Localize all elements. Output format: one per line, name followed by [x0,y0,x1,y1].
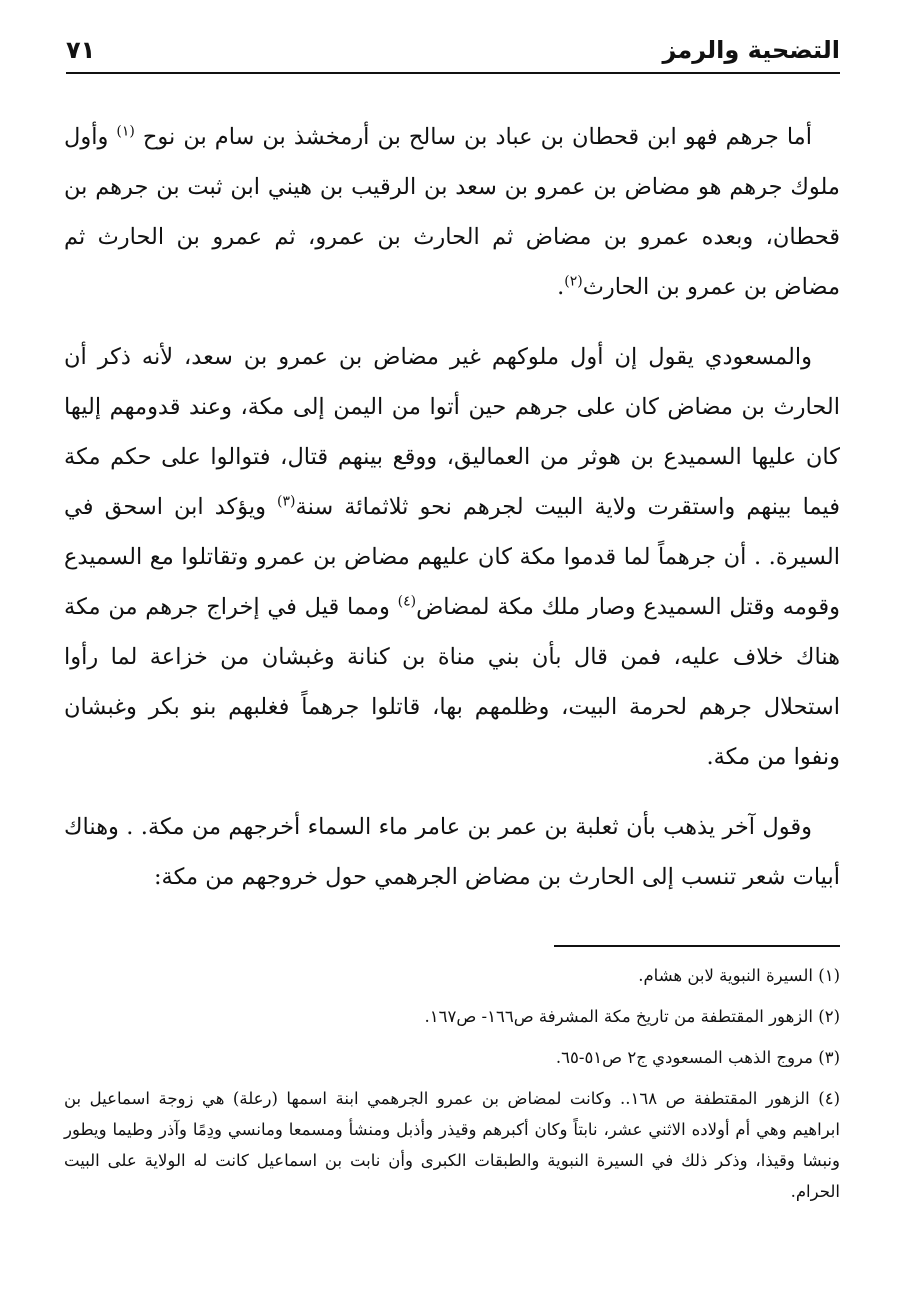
footnote-marker: (٢) [818,1007,840,1026]
footnote-text: الزهور المقتطفة من تاريخ مكة المشرفة ص١٦٦- ص١٦٧. [424,1007,813,1026]
running-title: التضحية والرمز [662,36,840,64]
footnote-3 [64,1042,840,1073]
page-number: ٧١ [66,36,96,64]
paragraph-1 [64,112,840,312]
paragraph-2 [64,332,840,782]
running-header [66,28,840,74]
footnote-text: الزهور المقتطفة ص ١٦٨.. وكانت لمضاض بن عمرو الجرهمي ابنة اسمها (رعلة) هي زوجة اسماعيل بن ابراهيم وهي أم أولاده الاثني عشر، نابتاً وكان أكبرهم وقيذر وأذبل ومنشأ ومسمعا ومانسي ودِمًا وآذر وطيما ويطور ونبشا وقيذا، وذكر ذلك في السيرة النبوية والطبقات الكبرى وأن نابت بن اسماعيل كانت له الولاية على البيت الحرام. [64,1089,840,1201]
paragraph-text: أما جرهم فهو ابن قحطان بن عباد بن سالح بن أرمخشذ بن سام بن نوح [134,124,812,150]
footnote-ref-1: (١) [116,123,135,140]
footnote-1 [64,960,840,991]
footnote-ref-2: (٢) [564,273,583,290]
body-text [64,112,840,922]
paragraph-text: وأول ملوك جرهم هو مضاض بن عمرو بن سعد بن الرقيب بن هيني ابن ثبت بن جرهم بن قحطان، وبعده عمرو بن مضاض ثم الحارث بن عمرو، ثم عمرو بن الحارث ثم مضاض بن عمرو بن الحارث [64,124,840,300]
footnote-text: مروج الذهب المسعودي ج٢ ص٥١-٦٥. [555,1048,813,1067]
footnote-ref-4: (٤) [397,593,417,610]
paragraph-text: ويؤكد ابن اسحق في السيرة. . أن جرهماً لما قدموا مكة كان عليهم مضاض بن عمرو وتقاتلوا مع السميدع وقومه وقتل السميدع وصار ملك مكة لمضاض [64,494,840,620]
footnote-4 [64,1083,840,1207]
footnote-marker: (٣) [818,1048,840,1067]
paragraph-text: وقول آخر يذهب بأن ثعلبة بن عمر بن عامر ماء السماء أخرجهم من مكة. . وهناك أبيات شعر تنسب إلى الحارث بن مضاض الجرهمي حول خروجهم من مكة: [64,814,840,890]
paragraph-text: ومما قيل في إخراج جرهم من مكة هناك خلاف عليه، فمن قال بأن بني مناة بن كنانة وغبشان من خزاعة لما رأوا استحلال جرهم لحرمة البيت، وظلمهم بها، قاتلوا جرهماً فغلبهم بنو بكر وغبشان ونفوا من مكة. [64,594,840,770]
footnote-text: السيرة النبوية لابن هشام. [638,966,813,985]
paragraph-text: والمسعودي يقول إن أول ملوكهم غير مضاض بن عمرو بن سعد، لأنه ذكر أن الحارث بن مضاض كان على جرهم حين أتوا من اليمن إلى مكة، وعند قدومهم إليها كان عليها السميدع بن هوثر من العماليق، ووقع بينهم قتال، فتوالوا على حكم مكة فيما بينهم واستقرت ولاية البيت لجرهم نحو ثلاثمائة سنة [64,344,840,520]
footnote-marker: (١) [818,966,840,985]
footnotes [64,960,840,1217]
footnote-marker: (٤) [818,1089,840,1108]
paragraph-text: . [557,274,565,300]
paragraph-3 [64,802,840,902]
footnote-separator [554,945,840,947]
footnote-2 [64,1001,840,1032]
footnote-ref-3: (٣) [277,493,296,510]
